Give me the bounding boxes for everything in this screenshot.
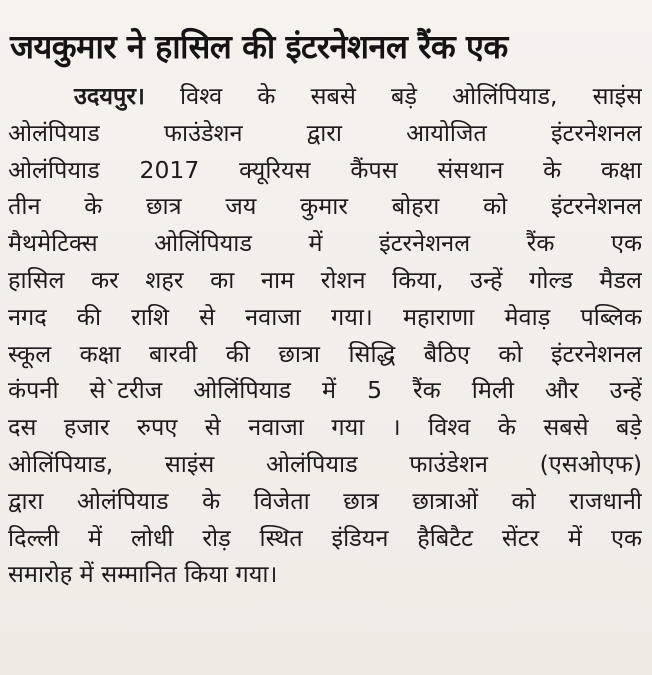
article-line-4: तीन के छात्र जय कुमार बोहरा को इंटरनेशनल [8, 192, 642, 221]
article-line-3: ओलंपियाड 2017 क्यूरियस कैंपस संसथान के कक्षा [8, 155, 642, 184]
article-line-13: दिल्ली में लोधी रोड़ स्थित इंडियन हैबिटैट सेंटर में एक [8, 523, 642, 552]
article-line-10: दस हजार रुपए से नवाजा गया । विश्व के सबसे बड़े [8, 413, 642, 442]
article-line-14: समारोह में सम्मानित किया गया। [8, 560, 278, 589]
dateline: उदयपुर। [74, 82, 145, 110]
article-line-2: ओलंपियाड फाउंडेशन द्वारा आयोजित इंटरनेशनल [8, 118, 642, 147]
article-line-9: कंपनी से`टरीज ओलिंपियाड में 5 रैंक मिली और उन्हें [8, 376, 642, 405]
article-line-7: नगद की राशि से नवाजा गया। महाराणा मेवाड़ पब्लिक [8, 302, 642, 331]
article-line-6: हासिल कर शहर का नाम रोशन किया, उन्हें गोल्ड मैडल [8, 265, 642, 294]
article-line-12: द्वारा ओलंपियाड के विजेता छात्र छात्राओं को राजधानी [8, 486, 642, 515]
article-line-11: ओलिंपियाड, साइंस ओलंपियाड फाउंडेशन (एसओएफ) [8, 449, 642, 478]
article-line-5: मैथमेटिक्स ओलिंपियाड में इंटरनेशनल रैंक एक [8, 229, 642, 258]
headline: जयकुमार ने हासिल की इंटरनेशनल रैंक एक [10, 27, 508, 66]
article-line-8: स्कूल कक्षा बारवी की छात्रा सिद्धि बैठिए को इंटरनेशनल [8, 339, 642, 368]
article-line-1 [8, 78, 642, 115]
article-line-1-text: विश्व के सबसे बड़े ओलिंपियाड, साइंस [144, 82, 642, 110]
article-body [8, 78, 642, 593]
